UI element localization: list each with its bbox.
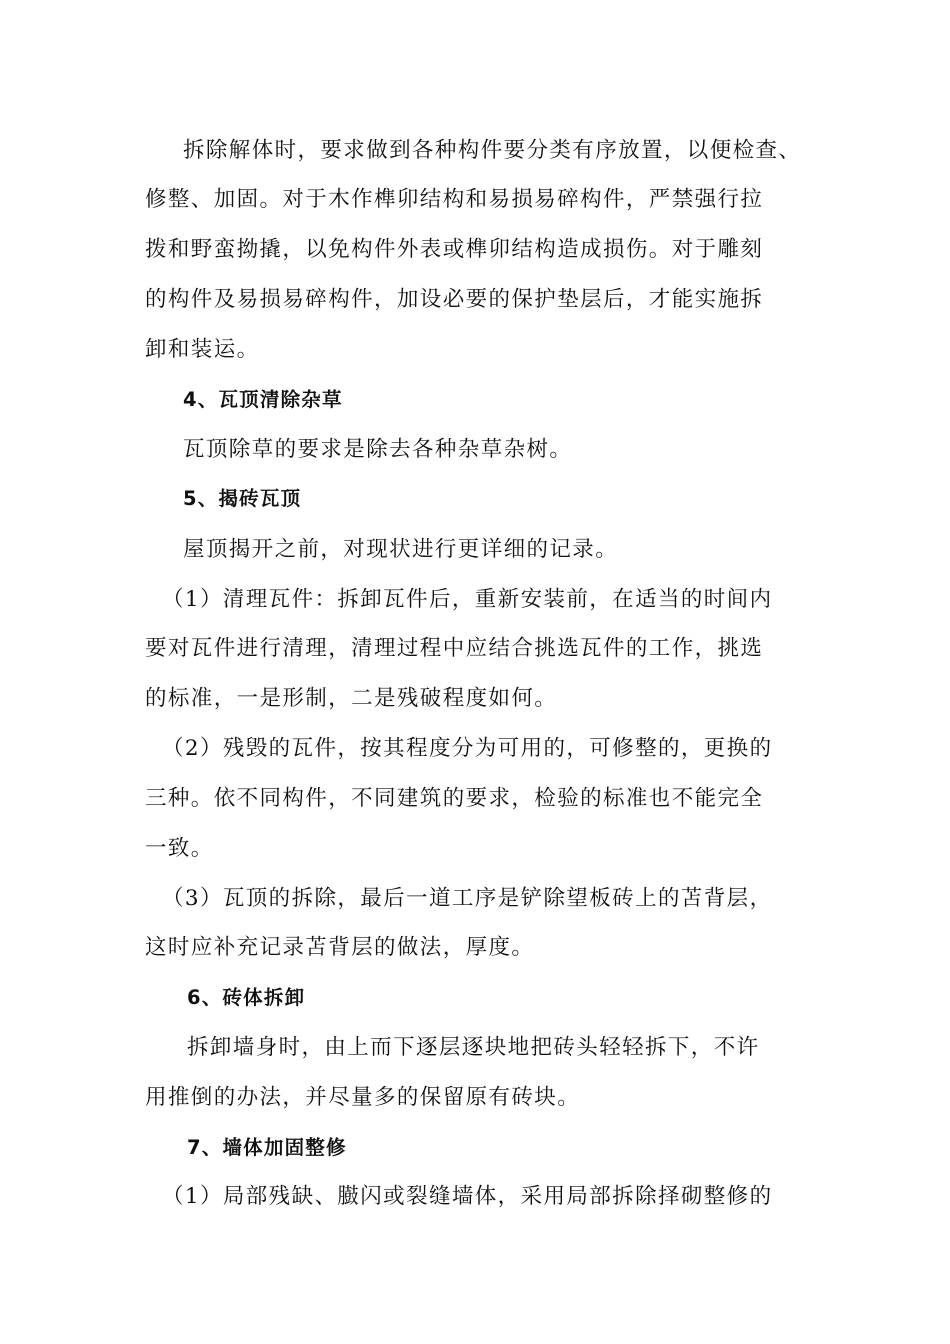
paragraph-line: 拨和野蛮拗撬，以免构件外表或榫卯结构造成损伤。对于雕刻 [145,237,764,262]
paragraph-line: 三种。依不同构件，不同建筑的要求，检验的标准也不能完全 [145,786,764,811]
section-heading: 5、揭砖瓦顶 [183,487,302,510]
paragraph-line: （2）残毁的瓦件，按其程度分为可用的，可修整的，更换的 [162,736,773,761]
paragraph-line: 要对瓦件进行清理，清理过程中应结合挑选瓦件的工作，挑选 [145,636,764,661]
paragraph-line: 一致。 [145,836,214,861]
section-heading: 4、瓦顶清除杂草 [183,388,343,411]
paragraph-line: （3）瓦顶的拆除，最后一道工序是铲除望板砖上的苫背层， [162,886,773,911]
paragraph-line: 拆卸墙身时，由上而下逐层逐块地把砖头轻轻拆下，不许 [187,1035,760,1060]
paragraph-line: （1）清理瓦件：拆卸瓦件后，重新安装前，在适当的时间内 [162,587,773,612]
section-heading: 6、砖体拆卸 [187,986,306,1009]
paragraph-line: 瓦顶除草的要求是除去各种杂草杂树。 [183,437,573,462]
section-heading: 7、墙体加固整修 [187,1136,347,1159]
paragraph-line: 修整、加固。对于木作榫卯结构和易损易碎构件，严禁强行拉 [145,187,764,212]
paragraph-line: 卸和装运。 [145,337,260,362]
paragraph-line: （1）局部残缺、臌闪或裂缝墙体，采用局部拆除择砌整修的 [162,1184,773,1209]
paragraph-line: 的标准，一是形制，二是残破程度如何。 [145,686,558,711]
paragraph-line: 的构件及易损易碎构件，加设必要的保护垫层后，才能实施拆 [145,287,764,312]
paragraph-line: 这时应补充记录苫背层的做法，厚度。 [145,935,535,960]
paragraph-line: 拆除解体时，要求做到各种构件要分类有序放置，以便检查、 [183,138,802,163]
paragraph-line: 用推倒的办法，并尽量多的保留原有砖块。 [145,1085,581,1110]
paragraph-line: 屋顶揭开之前，对现状进行更详细的记录。 [183,537,619,562]
